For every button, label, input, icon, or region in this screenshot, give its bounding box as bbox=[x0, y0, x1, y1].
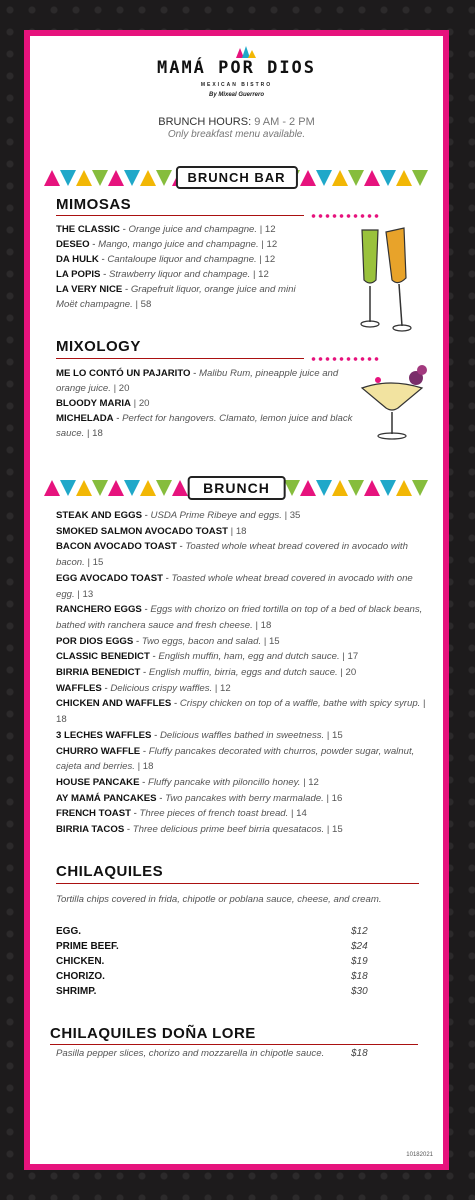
menu-item: ME LO CONTÓ UN PAJARITO - Malibu Rum, pineapple juice and orange juice. | 20 bbox=[56, 368, 339, 394]
item-description: Toasted whole wheat bread covered in avocado with one egg. bbox=[56, 572, 413, 600]
mimosas-dots bbox=[310, 214, 380, 218]
mixology-rule bbox=[56, 358, 304, 359]
menu-item: 3 LECHES WAFFLES - Delicious waffles bathed in sweetness. | 15 bbox=[56, 729, 343, 741]
item-price: | 18 bbox=[56, 698, 426, 726]
item-name: MICHELADA bbox=[56, 413, 114, 424]
menu-item: BIRRIA BENEDICT - English muffin, birria, eggs and dutch sauce. | 20 bbox=[56, 667, 357, 679]
option-name: EGG. bbox=[56, 926, 82, 937]
menu-item: WAFFLES - Delicious crispy waffles. | 12 bbox=[56, 682, 231, 694]
chilaquiles-option bbox=[56, 939, 426, 954]
item-description: Two pancakes with berry marmalade. bbox=[165, 792, 324, 804]
item-price: | 17 bbox=[342, 651, 359, 663]
chilaquiles-lore-rule bbox=[50, 1044, 418, 1045]
item-description: Three delicious prime beef birria quesatacos. bbox=[132, 824, 325, 836]
menu-item: THE CLASSIC - Orange juice and champagne. | 12 bbox=[56, 224, 276, 235]
item-name: THE CLASSIC bbox=[56, 224, 120, 235]
option-name: SHRIMP. bbox=[56, 986, 97, 997]
item-name: SMOKED SALMON AVOCADO TOAST bbox=[56, 525, 228, 537]
item-name: FRENCH TOAST bbox=[56, 808, 131, 820]
item-price: | 14 bbox=[290, 808, 307, 820]
item-name: LA VERY NICE bbox=[56, 284, 123, 295]
item-name: AY MAMÁ PANCAKES bbox=[56, 792, 157, 804]
hours-label: BRUNCH HOURS: bbox=[158, 116, 252, 128]
menu-item: POR DIOS EGGS - Two eggs, bacon and salad. | 15 bbox=[56, 635, 280, 647]
item-name: BLOODY MARIA bbox=[56, 398, 131, 409]
item-price: | 15 bbox=[263, 635, 280, 647]
logo-subtitle: MEXICAN BISTRO bbox=[200, 82, 273, 88]
brunch-list bbox=[56, 508, 426, 838]
mimosas-title: MIMOSAS bbox=[56, 196, 132, 213]
menu-item: DA HULK - Cantaloupe liquor and champagne. | 12 bbox=[56, 254, 276, 265]
item-price: | 35 bbox=[284, 510, 301, 521]
menu-item: CLASSIC BENEDICT - English muffin, ham, egg and dutch sauce. | 17 bbox=[56, 651, 359, 663]
item-name: POR DIOS EGGS bbox=[56, 635, 134, 647]
menu-item: HOUSE PANCAKE - Fluffy pancake with piloncillo honey. | 12 bbox=[56, 776, 319, 788]
item-description: Three pieces of french toast bread. bbox=[139, 808, 289, 820]
item-description: Grapefruit liquor, orange juice and mini Moët champagne. bbox=[56, 284, 296, 310]
option-price: $12 bbox=[351, 926, 368, 937]
item-description: Orange juice and champagne. bbox=[128, 224, 258, 235]
item-name: CHURRO WAFFLE bbox=[56, 745, 141, 757]
item-description: USDA Prime Ribeye and eggs. bbox=[150, 510, 282, 521]
item-name: DA HULK bbox=[56, 254, 99, 265]
item-name: EGG AVOCADO TOAST bbox=[56, 572, 163, 584]
mimosas-rule bbox=[56, 215, 304, 216]
item-description: Mango, mango juice and champagne. bbox=[98, 239, 259, 250]
menu-item bbox=[56, 396, 356, 411]
item-price: | 18 bbox=[255, 619, 272, 631]
item-description: Strawberry liquor and champage. bbox=[108, 269, 251, 280]
chilaquiles-desc: Tortilla chips covered in frida, chipotle or poblana sauce, cheese, and cream. bbox=[56, 894, 382, 905]
menu-item: CHICKEN AND WAFFLES - Crispy chicken on top of a waffle, bathe with spicy syrup. | 18 bbox=[56, 698, 426, 726]
item-price: | 16 bbox=[326, 792, 343, 804]
chilaquiles-rule bbox=[56, 883, 419, 884]
menu-item: BACON AVOCADO TOAST - Toasted whole wheat bread covered in avocado with bacon. | 15 bbox=[56, 541, 408, 569]
item-price: | 12 bbox=[261, 239, 278, 250]
item-description: Crispy chicken on top of a waffle, bathe with spicy syrup. bbox=[179, 698, 421, 710]
item-description: Toasted whole wheat bread covered in avocado with bacon. bbox=[56, 541, 408, 569]
menu-item: MICHELADA - Perfect for hangovers. Clamato, lemon juice and black sauce. | 18 bbox=[56, 413, 353, 439]
item-price: | 18 bbox=[137, 761, 154, 773]
item-price: | 58 bbox=[135, 299, 152, 310]
menu-item bbox=[56, 524, 426, 540]
menu-item: STEAK AND EGGS - USDA Prime Ribeye and eggs. | 35 bbox=[56, 510, 301, 521]
chilaquiles-lore-title: CHILAQUILES DOÑA LORE bbox=[50, 1025, 256, 1042]
logo-signature: By Mixeal Guerrero bbox=[208, 92, 265, 98]
logo-title: MAMÁ POR DIOS bbox=[156, 58, 317, 78]
chilaquiles-options bbox=[56, 924, 426, 999]
menu-item: AY MAMÁ PANCAKES - Two pancakes with berry marmalade. | 16 bbox=[56, 792, 343, 804]
chilaquiles-option bbox=[56, 969, 426, 984]
item-description: English muffin, ham, egg and dutch sauce. bbox=[158, 651, 340, 663]
chilaquiles-lore-price: $18 bbox=[351, 1048, 368, 1059]
item-price: | 12 bbox=[303, 776, 319, 788]
brunch-hours bbox=[30, 116, 443, 128]
option-name: PRIME BEEF. bbox=[56, 941, 119, 952]
item-price: | 12 bbox=[259, 224, 276, 235]
option-price: $19 bbox=[351, 956, 368, 967]
option-price: $24 bbox=[351, 941, 368, 952]
hours-value: 9 AM - 2 PM bbox=[254, 116, 315, 128]
menu-card bbox=[24, 30, 449, 1170]
chilaquiles-desc-block bbox=[56, 892, 401, 907]
item-description: Perfect for hangovers. Clamato, lemon juice and black sauce. bbox=[56, 413, 353, 439]
item-description: Fluffy pancakes decorated with churros, powder sugar, walnut, cajeta and berries. bbox=[56, 745, 415, 773]
menu-item: EGG AVOCADO TOAST - Toasted whole wheat bread covered in avocado with one egg. | 13 bbox=[56, 572, 413, 600]
item-price: | 13 bbox=[77, 588, 94, 600]
item-price: | 12 bbox=[252, 269, 269, 280]
item-name: BIRRIA BENEDICT bbox=[56, 667, 141, 679]
item-description: Eggs with chorizo on fried tortilla on top of a bed of black beans, bathed with ranchera sauce and fresh cheese. bbox=[56, 604, 423, 631]
item-name: HOUSE PANCAKE bbox=[56, 776, 140, 788]
mixology-list bbox=[56, 366, 356, 441]
menu-item: RANCHERO EGGS - Eggs with chorizo on fried tortilla on top of a bed of black beans, bathed with ranchera sauce and fresh cheese. | 18 bbox=[56, 604, 423, 631]
item-name: STEAK AND EGGS bbox=[56, 510, 142, 521]
item-name: ME LO CONTÓ UN PAJARITO bbox=[56, 368, 191, 379]
item-price: | 18 bbox=[230, 525, 247, 537]
brunch-label: BRUNCH bbox=[187, 476, 286, 500]
menu-item: BIRRIA TACOS - Three delicious prime beef birria quesatacos. | 15 bbox=[56, 824, 343, 836]
item-name: CHICKEN AND WAFFLES bbox=[56, 698, 172, 710]
item-price: | 20 bbox=[340, 667, 357, 679]
brunch-bar-banner bbox=[44, 166, 429, 188]
item-name: DESEO bbox=[56, 239, 90, 250]
chilaquiles-option bbox=[56, 954, 426, 969]
menu-item: LA VERY NICE - Grapefruit liquor, orange juice and mini Moët champagne. | 58 bbox=[56, 284, 296, 310]
option-price: $30 bbox=[351, 986, 368, 997]
menu-note: Only breakfast menu available. bbox=[167, 129, 306, 140]
item-price: | 20 bbox=[133, 398, 150, 409]
mixology-title: MIXOLOGY bbox=[56, 338, 141, 355]
item-price: | 15 bbox=[87, 557, 104, 569]
item-description: Malibu Rum, pineapple juice and orange juice. bbox=[56, 368, 339, 394]
mimosas-list bbox=[56, 222, 306, 312]
item-name: BIRRIA TACOS bbox=[56, 824, 125, 836]
brunch-bar-label: BRUNCH BAR bbox=[175, 166, 297, 189]
item-description: English muffin, birria, eggs and dutch sauce. bbox=[148, 667, 338, 679]
item-description: Cantaloupe liquor and champagne. bbox=[107, 254, 257, 265]
brunch-banner bbox=[44, 476, 429, 498]
chilaquiles-option bbox=[56, 924, 426, 939]
item-price: | 18 bbox=[86, 428, 103, 439]
item-name: CLASSIC BENEDICT bbox=[56, 651, 150, 663]
item-price: | 15 bbox=[326, 729, 343, 741]
menu-code: 10182021 bbox=[406, 1152, 433, 1158]
chilaquiles-lore-desc-block bbox=[56, 1046, 326, 1061]
item-price: | 20 bbox=[113, 383, 130, 394]
item-name: WAFFLES bbox=[56, 682, 102, 694]
chilaquiles-title: CHILAQUILES bbox=[56, 863, 164, 880]
item-name: LA POPIS bbox=[56, 269, 101, 280]
chilaquiles-option bbox=[56, 984, 426, 999]
champagne-glasses-icon bbox=[356, 224, 416, 336]
item-description: Delicious waffles bathed in sweetness. bbox=[159, 729, 325, 741]
item-price: | 15 bbox=[326, 824, 343, 836]
item-name: BACON AVOCADO TOAST bbox=[56, 541, 177, 553]
menu-item: FRENCH TOAST - Three pieces of french toast bread. | 14 bbox=[56, 808, 307, 820]
item-price: | 12 bbox=[214, 682, 231, 694]
option-name: CHICKEN. bbox=[56, 956, 105, 967]
menu-item: CHURRO WAFFLE - Fluffy pancakes decorated with churros, powder sugar, walnut, cajeta and berries. | 18 bbox=[56, 745, 415, 773]
chilaquiles-lore-desc: Pasilla pepper slices, chorizo and mozzarella in chipotle sauce. bbox=[56, 1048, 325, 1059]
cocktail-glass-icon bbox=[356, 358, 432, 442]
option-name: CHORIZO. bbox=[56, 971, 105, 982]
item-name: 3 LECHES WAFFLES bbox=[56, 729, 152, 741]
item-description: Two eggs, bacon and salad. bbox=[141, 635, 262, 647]
item-description: Delicious crispy waffles. bbox=[110, 682, 213, 694]
menu-item: DESEO - Mango, mango juice and champagne. | 12 bbox=[56, 239, 278, 250]
menu-item: LA POPIS - Strawberry liquor and champage. | 12 bbox=[56, 269, 269, 280]
item-name: RANCHERO EGGS bbox=[56, 604, 142, 616]
item-description: Fluffy pancake with piloncillo honey. bbox=[148, 776, 301, 788]
option-price: $18 bbox=[351, 971, 368, 982]
item-price: | 12 bbox=[259, 254, 276, 265]
